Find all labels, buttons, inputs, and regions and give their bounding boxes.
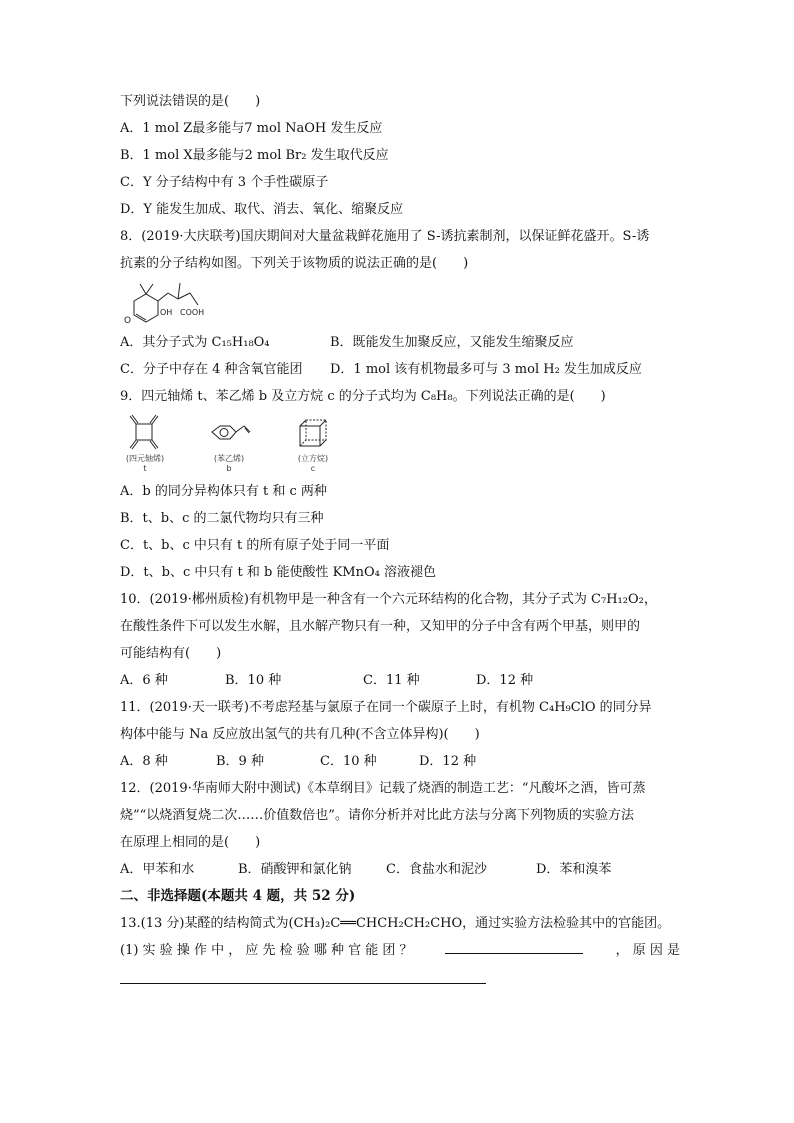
q9-option-b: B．t、b、c 的二氯代物均只有三种 [120, 511, 324, 526]
q13-answer-blank-2[interactable] [120, 967, 486, 984]
q11-option-a: A．8 种 [120, 754, 168, 769]
q12-option-b: B．硝酸钾和氯化钠 [238, 862, 352, 877]
q8-stem-line1: 8．(2019·大庆联考)国庆期间对大量盆栽鲜花施用了 S-诱抗素制剂，以保证鲜花盛开。S-诱 [120, 229, 650, 244]
q8-stem-line2: 抗素的分子结构如图。下列关于该物质的说法正确的是( ) [120, 256, 469, 271]
s-abscisic-acid-structure [120, 279, 230, 325]
q12-option-a: A．甲苯和水 [120, 862, 195, 877]
q11-options [120, 748, 680, 775]
q8-option-a: A．其分子式为 C₁₅H₁₈O₄ [120, 335, 270, 350]
q10-stem-line2: 在酸性条件下可以发生水解，且水解产物只有一种，又知甲的分子中含有两个甲基，则甲的 [120, 619, 641, 634]
q8-fig-o: O [124, 316, 132, 325]
q12-options [120, 856, 680, 883]
q11-stem-line1: 11．(2019·天一联考)不考虑羟基与氯原子在同一个碳原子上时，有机物 C₄H₉ClO 的同分异 [120, 700, 652, 715]
q10-option-d: D．12 种 [476, 673, 534, 688]
q8-options-row2 [120, 356, 680, 383]
q8-option-c: C．分子中存在 4 种含氧官能团 [120, 362, 303, 377]
q10-option-c: C．11 种 [363, 673, 420, 688]
q11-stem-line2: 构体中能与 Na 反应放出氢气的共有几种(不含立体异构)( ) [120, 727, 480, 742]
q9-stem: 9．四元轴烯 t、苯乙烯 b 及立方烷 c 的分子式均为 C₈H₈。下列说法正确的是( ) [120, 389, 606, 404]
q13-answer-blank-1[interactable] [445, 937, 583, 954]
q10-option-a: A．6 种 [120, 673, 168, 688]
q12-stem-line3: 在原理上相同的是( ) [120, 835, 261, 850]
q7-option-c: C．Y 分子结构中有 3 个手性碳原子 [120, 175, 329, 190]
styrene-structure [204, 412, 254, 454]
tetraradialene-structure [120, 412, 170, 454]
q12-option-d: D．苯和溴苯 [536, 862, 612, 877]
section-heading: 二、非选择题(本题共 4 题，共 52 分) [120, 888, 356, 904]
q11-option-d: D．12 种 [419, 754, 477, 769]
q9-caption-t-label: t [143, 464, 147, 473]
q10-stem-line3: 可能结构有( ) [120, 646, 222, 661]
q7-option-d: D．Y 能发生加成、取代、消去、氧化、缩聚反应 [120, 202, 404, 217]
q11-option-c: C．10 种 [320, 754, 377, 769]
q8-options-row1 [120, 329, 680, 356]
page [120, 88, 680, 985]
q11-option-b: B．9 种 [216, 754, 264, 769]
q13-stem: 13.(13 分)某醛的结构简式为(CH₃)₂C══CHCH₂CH₂CHO，通过实验方法检验其中的官能团。 [120, 916, 671, 931]
q9-figure-c [288, 412, 338, 474]
q10-stem-line1: 10．(2019·郴州质检)有机物甲是一种含有一个六元环结构的化合物，其分子式为 C₇H₁₂O₂， [120, 592, 657, 607]
q12-stem-line1: 12．(2019·华南师大附中测试)《本草纲目》记载了烧酒的制造工艺：“凡酸坏之酒，皆可蒸 [120, 781, 646, 796]
q8-fig-cooh: COOH [180, 308, 205, 317]
q9-caption-t-name: (四元轴烯) [125, 454, 165, 463]
q12-option-c: C．食盐水和泥沙 [386, 862, 487, 877]
q7-stem: 下列说法错误的是( ) [120, 94, 261, 109]
q8-option-d: D．1 mol 该有机物最多可与 3 mol H₂ 发生加成反应 [330, 362, 642, 377]
q9-caption-b-label: b [226, 464, 232, 473]
q10-option-b: B．10 种 [225, 673, 282, 688]
q10-options [120, 667, 680, 694]
q8-structure-figure [120, 279, 680, 325]
q8-fig-oh: OH [160, 308, 173, 317]
q13-part1-reason: ， 原 因 是 [615, 943, 680, 958]
q12-stem-line2: 烧”“以烧酒复烧二次……价值数倍也”。请你分析并对比此方法与分离下列物质的实验方法 [120, 808, 634, 823]
q9-caption-b-name: (苯乙烯) [213, 454, 245, 463]
q9-option-d: D．t、b、c 中只有 t 和 b 能使酸性 KMnO₄ 溶液褪色 [120, 565, 436, 580]
q9-option-a: A．b 的同分异构体只有 t 和 c 两种 [120, 484, 327, 499]
q9-figure-t [120, 412, 170, 474]
q13-answer-line-2 [120, 966, 680, 985]
q9-structures-figure [120, 412, 680, 474]
q7-option-a: A．1 mol Z最多能与7 mol NaOH 发生反应 [120, 121, 383, 136]
q7-option-b: B．1 mol X最多能与2 mol Br₂ 发生取代反应 [120, 148, 389, 163]
q8-option-b: B．既能发生加聚反应，又能发生缩聚反应 [330, 335, 574, 350]
q9-figure-b [204, 412, 254, 474]
q9-caption-c-label: c [310, 464, 316, 473]
q9-caption-c-name: (立方烷) [297, 454, 329, 463]
q9-option-c: C．t、b、c 中只有 t 的所有原子处于同一平面 [120, 538, 390, 553]
q13-part1-question: (1) 实 验 操 作 中 ， 应 先 检 验 哪 种 官 能 团 ？ [120, 943, 413, 958]
q13-part1 [120, 937, 680, 964]
cubane-structure [288, 412, 338, 454]
